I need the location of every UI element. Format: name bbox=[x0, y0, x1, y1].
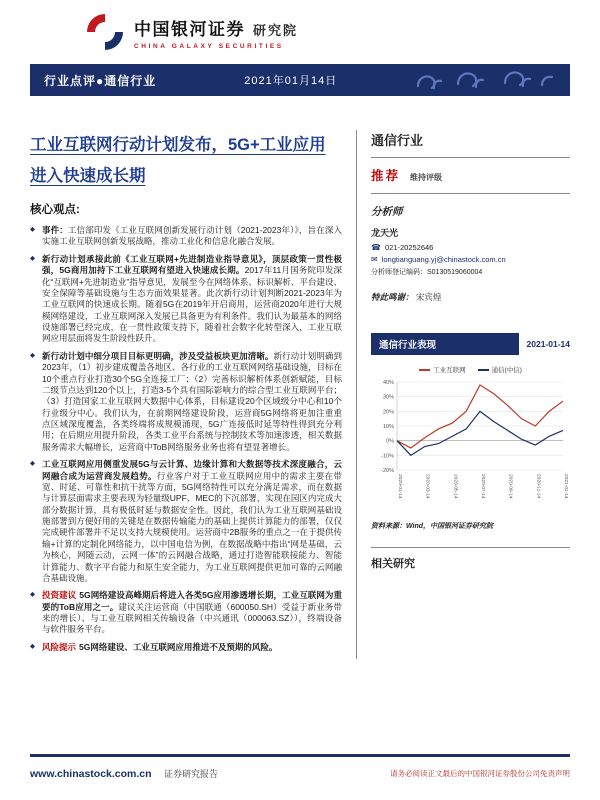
disclaimer-text: 请务必阅读正文最后的中国银河证券股份公司免责声明 bbox=[390, 768, 570, 778]
core-point-targets bbox=[30, 351, 342, 453]
core-point-lead: 事件： bbox=[42, 225, 68, 236]
category-banner bbox=[30, 64, 570, 96]
industry-name: 通信行业 bbox=[371, 130, 570, 158]
report-category: 行业点评●通信行业 bbox=[44, 73, 157, 88]
investment-advice-label: 投资建议 bbox=[42, 590, 77, 601]
core-point-event bbox=[30, 225, 342, 248]
report-body bbox=[30, 96, 570, 659]
svg-text:2020-11-14: 2020-11-14 bbox=[535, 474, 541, 499]
bullet-diamond-icon: ◆ bbox=[30, 642, 35, 650]
svg-text:-20%: -20% bbox=[381, 468, 394, 474]
acknowledgement bbox=[371, 291, 570, 303]
core-point-risk bbox=[30, 642, 342, 653]
analyst-phone: 021-20252646 bbox=[384, 243, 434, 252]
svg-text:0%: 0% bbox=[386, 438, 394, 445]
core-point-policy bbox=[30, 254, 342, 345]
main-column bbox=[30, 130, 356, 659]
analyst-cert-number: 分析师登记编码：S0130519060004 bbox=[371, 269, 483, 276]
core-point-lead: 新行动计划承接此前《工业互联网+先进制造业指导意见》，顶层政策一贯性极强，5G商用加持下工业互联网有望进入快速成长期。 bbox=[42, 253, 342, 276]
analyst-email-row bbox=[371, 255, 570, 264]
core-point-text: 工信部印发《工业互联网创新发展行动计划（2021-2023年）》，旨在深入实施工业互联网创新发展战略，推动工业化和信息化融合发展。 bbox=[42, 225, 342, 247]
bullet-diamond-icon: ◆ bbox=[30, 226, 35, 234]
report-date: 2021年01月14日 bbox=[244, 75, 338, 87]
performance-line-chart bbox=[371, 376, 569, 510]
logo-text bbox=[134, 15, 298, 50]
report-header bbox=[0, 0, 600, 58]
rating-block bbox=[371, 158, 570, 194]
core-point-text: 2017年11月国务院印发深化“互联网+先进制造业”指导意见，发展至今在网络体系、标识解析、平台建设、安全保障等基础设施与生态方面效果显著。此次新行动计划判断2021-2023年为工业互联网的快速成长期。随着5G在2019年开启商用，运营商2020年进行大规模网络建设，工业互联网深入发展已具备更为有利条件。我们认为最基本的网络设施部署已经完成，在一贯性政策支持下，随着社会数字化转型深入，工业互联网应用层面将发生阶段性跃升。 bbox=[42, 265, 343, 344]
analyst-block bbox=[371, 194, 570, 277]
acknowledgement-name: 宋宾煌 bbox=[415, 292, 442, 302]
related-research-heading: 相关研究 bbox=[371, 547, 570, 571]
logo-english-name: CHINA GALAXY SECURITIES bbox=[134, 42, 284, 50]
svg-text:2020-05-14: 2020-05-14 bbox=[452, 474, 458, 499]
core-point-text: 新行动计划明确到2023年，（1）初步建成覆盖各地区、各行业的工业互联网网络基础设施，目标在10个重点行业打造30个5G全连接工厂；（2）完善标识解析体系创新赋能，目标二级节点达到120个以上，打造3-5个具有国际影响力的综合型工业互联网平台；（3）打造国家工业互联网大数据中心体系，目标建设20个区域级分中心和10个行业级分中心。我们认为，在前期网络建设阶段，运营商5G网络将更加注重重点区域深度覆盖，各类终端将成规模涌现，5G广连接低时延等特性得到充分利用；在后期应用提升阶段，各类工业平台系统与控制技术等加速渗透，相关数据服务需求大幅增长，运营商中ToB网络服务业务也将有望显著增长。 bbox=[42, 350, 342, 452]
cloud-decoration-icon bbox=[410, 66, 560, 94]
report-title: 工业互联网行动计划发布，5G+工业应用进入快速成长期 bbox=[30, 136, 326, 185]
logo-company-name: 中国银河证券 bbox=[134, 19, 245, 39]
analyst-email-link[interactable]: longtianguang.yj@chinastock.com.cn bbox=[381, 255, 506, 264]
analyst-heading: 分析师 bbox=[371, 206, 403, 218]
svg-text:2020-07-14: 2020-07-14 bbox=[480, 474, 485, 499]
core-point-cloud bbox=[30, 459, 342, 584]
core-point-text: 建议关注运营商（中国联通（600050.SH）受益于新业务带来的增长）、与工业互联网相关传输设备（中兴通讯（000063.SZ）），终端设备与软件服务平台。 bbox=[42, 601, 342, 635]
analyst-name: 龙天光 bbox=[371, 228, 399, 238]
analyst-phone-row bbox=[371, 243, 570, 252]
core-point-lead: 新行动计划中细分项目目标更明确，涉及受益板块更加清晰。 bbox=[42, 350, 274, 361]
performance-chart bbox=[371, 365, 570, 515]
svg-text:2020-09-14: 2020-09-14 bbox=[507, 474, 513, 499]
core-point-bold: 5G网络建设高峰期后将进入各类5G应用渗透增长期，工业互联网为重要的ToB应用之一。 bbox=[42, 590, 342, 612]
svg-text:-10%: -10% bbox=[381, 453, 394, 460]
website-link[interactable]: www.chinastock.com.cn bbox=[30, 768, 152, 780]
legend-item: 工业互联网 bbox=[419, 365, 466, 374]
sidebar bbox=[356, 130, 570, 659]
legend-swatch-icon bbox=[478, 369, 489, 371]
risk-warning-label: 风险提示 bbox=[42, 641, 77, 652]
svg-text:2020-01-14: 2020-01-14 bbox=[397, 474, 402, 499]
phone-icon: ☎ bbox=[371, 243, 381, 252]
company-logo bbox=[85, 12, 600, 52]
email-icon: ✉ bbox=[371, 255, 378, 264]
rating-note: 维持评级 bbox=[410, 173, 443, 182]
core-point-text: 行业客户对于工业互联网应用中的需求主要在带宽、时延、可靠性和抗干扰等方面，5G网络特性可以充分满足需求，而在数据与计算层面需求主要表现为轻量级UPF、MEC的下沉部署，实现在园区内完成大部分数据计算，具有极低时延与数据安全性。因此，我们认为工业互联网基础设施部署到方便好用的关键是在数据传输能力的基础上提供计算能力的部署，仅仅完成硬件部署并不足以支持大规模使用。运营商中2B服务的重点之一在于提供传输+计算的定制化网络能力，以中国电信为例，在数据战略中指出“网是基础，云为核心，网随云动，云网一体”的云网融合战略，通过打造智能联接能力、智能计算能力、数字平台能力和原生安全能力，为工业互联网提供更加可靠的云网融合基础设施。 bbox=[42, 470, 342, 583]
core-views-heading: 核心观点: bbox=[30, 204, 80, 217]
logo-institute-name: 研究院 bbox=[253, 22, 299, 38]
bullet-diamond-icon: ◆ bbox=[30, 254, 35, 262]
page-footer bbox=[30, 754, 570, 782]
core-point-bold: 5G网络建设、工业互联网应用推进不及预期的风险。 bbox=[79, 641, 278, 652]
data-source-note: 资料来源：Wind，中国银河证券研究院 bbox=[371, 523, 494, 530]
svg-text:30%: 30% bbox=[382, 394, 394, 401]
acknowledgement-label: 特此鸣谢： bbox=[371, 292, 414, 302]
report-type-label: 证券研究报告 bbox=[164, 769, 219, 779]
svg-text:40%: 40% bbox=[382, 380, 394, 386]
bullet-diamond-icon: ◆ bbox=[30, 460, 35, 468]
bullet-diamond-icon: ◆ bbox=[30, 351, 35, 359]
core-point-lead: 工业互联网应用侧重发展5G与云计算、边缘计算和大数据等技术深度融合，云网融合成为运营商发展趋势。 bbox=[42, 459, 342, 481]
performance-title: 通信行业表现 bbox=[371, 333, 519, 355]
svg-text:10%: 10% bbox=[382, 424, 394, 430]
chart-legend bbox=[371, 365, 570, 374]
svg-text:2020-03-14: 2020-03-14 bbox=[424, 474, 430, 499]
legend-item: 通信(中信) bbox=[478, 365, 522, 374]
rating-value: 推荐 bbox=[371, 169, 401, 183]
bullet-diamond-icon: ◆ bbox=[30, 591, 35, 599]
performance-date: 2021-01-14 bbox=[526, 339, 570, 349]
legend-swatch-icon bbox=[419, 369, 430, 371]
galaxy-logo-icon bbox=[85, 12, 125, 52]
performance-header bbox=[371, 333, 570, 355]
svg-text:20%: 20% bbox=[382, 409, 394, 416]
core-point-investment-advice bbox=[30, 590, 342, 636]
svg-text:2021-01-14: 2021-01-14 bbox=[563, 474, 568, 499]
footer-left bbox=[30, 764, 218, 782]
